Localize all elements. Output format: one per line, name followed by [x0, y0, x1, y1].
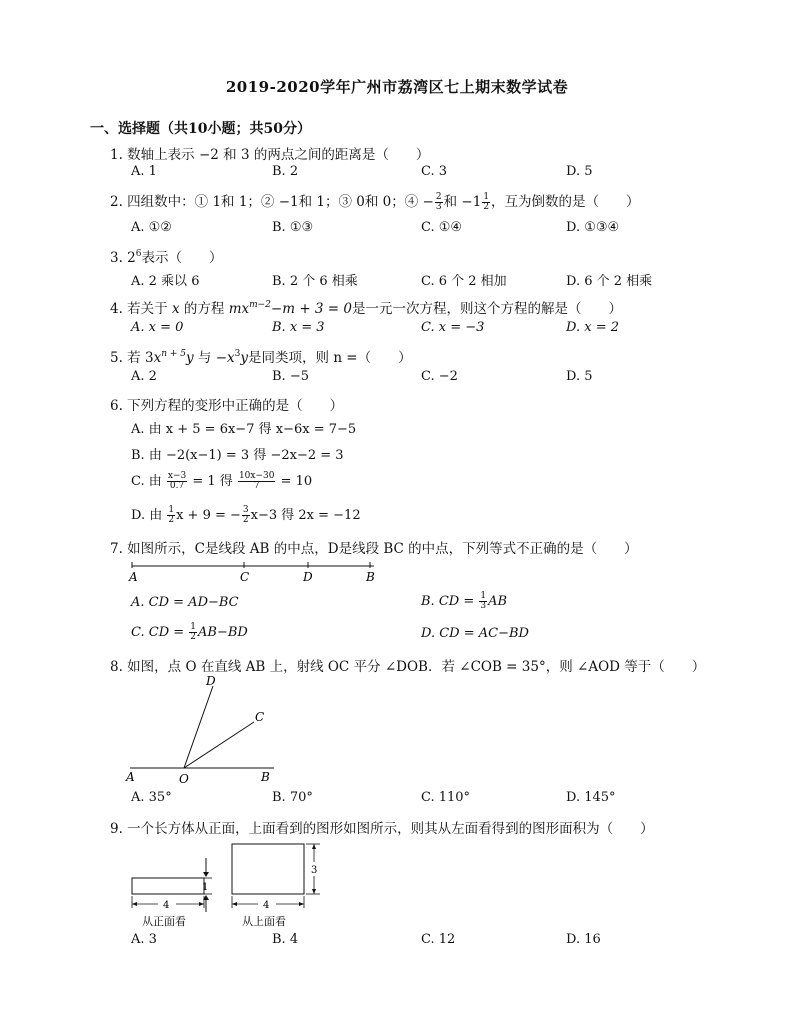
q3-option-b: B. 2 个 6 相乘 [272, 274, 358, 289]
question-5-stem: 5. 若 $3x^{n + 5}y$ 与 $-x^3y$是同类项，则 n =（ ） [110, 349, 412, 366]
label-c: C [255, 710, 265, 724]
label-o: O [179, 772, 189, 786]
label-d: D [206, 674, 216, 688]
ray-od [184, 686, 213, 768]
q9-option-b: B. 4 [272, 932, 299, 947]
q8-option-d: D. 145° [566, 790, 616, 805]
q3-option-c: C. 6 个 2 相加 [421, 274, 507, 289]
arrow-head [312, 889, 316, 894]
arrow-head [312, 844, 316, 849]
fraction: $\frac{1}{2}$ [190, 622, 197, 642]
front-view-rect [132, 878, 204, 894]
q7-option-c: C. CD = $\frac{1}{2}$ AB−BD [131, 622, 248, 642]
front-width-label: 4 [163, 900, 170, 911]
angle-diagram [124, 672, 284, 788]
front-height-label: 1 [202, 882, 209, 893]
question-3-stem: 3. $2^6$表示（ ） [110, 249, 223, 266]
fraction: $\frac{1}{2}$ [483, 192, 490, 212]
q8-option-b: B. 70° [272, 790, 313, 805]
question-6-stem: 6. 下列方程的变形中正确的是（ ） [110, 398, 344, 414]
views-diagram [128, 840, 328, 930]
fraction: $\frac{1}{2}$ [168, 505, 175, 525]
fraction: $\frac{2}{3}$ [435, 192, 442, 212]
arrow-head [203, 872, 209, 877]
arrow-head [232, 902, 237, 906]
label-d: D [303, 570, 313, 584]
label-a: A [126, 770, 135, 784]
q8-option-c: C. 110° [421, 790, 471, 805]
q2-option-b: B. ①③ [272, 220, 314, 235]
q6-option-b: B. 由 −2(x−1) = 3 得 −2x−2 = 3 [131, 448, 344, 463]
label-b: B [366, 570, 375, 584]
question-1-stem: 1. 数轴上表示 −2 和 3 的两点之间的距离是（ ） [110, 147, 430, 163]
q7-option-a: A. CD = AD−BC [131, 595, 239, 610]
question-8-stem: 8. 如图，点 O 在直线 AB 上，射线 OC 平分 ∠DOB．若 ∠COB = 35°，则 ∠AOD 等于（ ） [110, 659, 706, 675]
q2-option-a: A. ①② [131, 220, 172, 235]
q6-option-d: D. 由 $\frac{1}{2}$ x + 9 = − $\frac{3}{2}$ x−3 得 2x = −12 [131, 505, 361, 525]
question-2-stem: 2. 四组数中：① 1和 1；② −1和 1；③ 0和 0；④ − $\frac{2}{3}$ 和 −1 $\frac{1}{2}$ ，互为倒数的是（ ） [110, 192, 640, 212]
fraction: $\frac{1}{3}$ [480, 591, 487, 611]
q8-option-a: A. 35° [131, 790, 172, 805]
top-view-rect [232, 844, 304, 894]
q2-option-c: C. ①④ [421, 220, 463, 235]
q4-option-b: B. x = 3 [272, 320, 325, 335]
q6-option-c: C. 由 $\frac{x-3}{0.7}$ = 1 得 $\frac{10x-30}{7}$ = 10 [131, 471, 313, 491]
fraction: $\frac{3}{2}$ [242, 505, 249, 525]
q1-option-b: B. 2 [272, 164, 299, 179]
top-caption: 从上面看 [242, 915, 286, 928]
q9-option-a: A. 3 [131, 932, 157, 947]
top-width-label: 4 [263, 900, 270, 911]
q1-option-a: A. 1 [131, 164, 157, 179]
front-caption: 从正面看 [142, 915, 186, 928]
q5-option-b: B. −5 [272, 369, 309, 384]
fraction: $\frac{10x-30}{7}$ [238, 471, 275, 491]
q4-option-c: C. x = −3 [421, 320, 485, 335]
question-4-stem: 4. 若关于 x 的方程 $mx^{m-2}-m + 3 = 0$是一元一次方程，则这个方程的解是（ ） [110, 300, 623, 317]
q1-option-c: C. 3 [421, 164, 448, 179]
fraction: $\frac{x-3}{0.7}$ [167, 471, 187, 491]
segment-diagram [128, 560, 378, 586]
q7-option-b: B. CD = $\frac{1}{3}$ AB [421, 591, 508, 611]
question-7-stem: 7. 如图所示，C是线段 AB 的中点，D是线段 BC 的中点，下列等式不正确的是（ ） [110, 541, 638, 557]
label-a: A [129, 570, 138, 584]
ray-oc [184, 722, 254, 768]
q3-option-a: A. 2 乘以 6 [131, 274, 200, 289]
arrow-head [199, 902, 204, 906]
arrow-head [299, 902, 304, 906]
q9-option-c: C. 12 [421, 932, 456, 947]
q3-option-d: D. 6 个 2 相乘 [566, 274, 653, 289]
q4-option-a: A. x = 0 [131, 320, 184, 335]
label-b: B [261, 770, 270, 784]
q5-option-a: A. 2 [131, 369, 157, 384]
arrow-head [132, 902, 137, 906]
question-9-stem: 9. 一个长方体从正面，上面看到的图形如图所示，则其从左面看得到的图形面积为（ ） [110, 821, 654, 837]
page-title: 2019-2020学年广州市荔湾区七上期末数学试卷 [225, 78, 569, 96]
q7-option-d: D. CD = AC−BD [421, 626, 529, 641]
q1-option-d: D. 5 [566, 164, 593, 179]
q5-option-c: C. −2 [421, 369, 458, 384]
label-c: C [240, 570, 250, 584]
q6-option-a: A. 由 x + 5 = 6x−7 得 x−6x = 7−5 [131, 422, 357, 437]
section-heading: 一、选择题（共10小题；共50分） [90, 121, 311, 137]
q4-option-d: D. x = 2 [566, 320, 619, 335]
top-height-label: 3 [311, 865, 318, 876]
q5-option-d: D. 5 [566, 369, 593, 384]
q2-option-d: D. ①③④ [566, 220, 620, 235]
q9-option-d: D. 16 [566, 932, 601, 947]
